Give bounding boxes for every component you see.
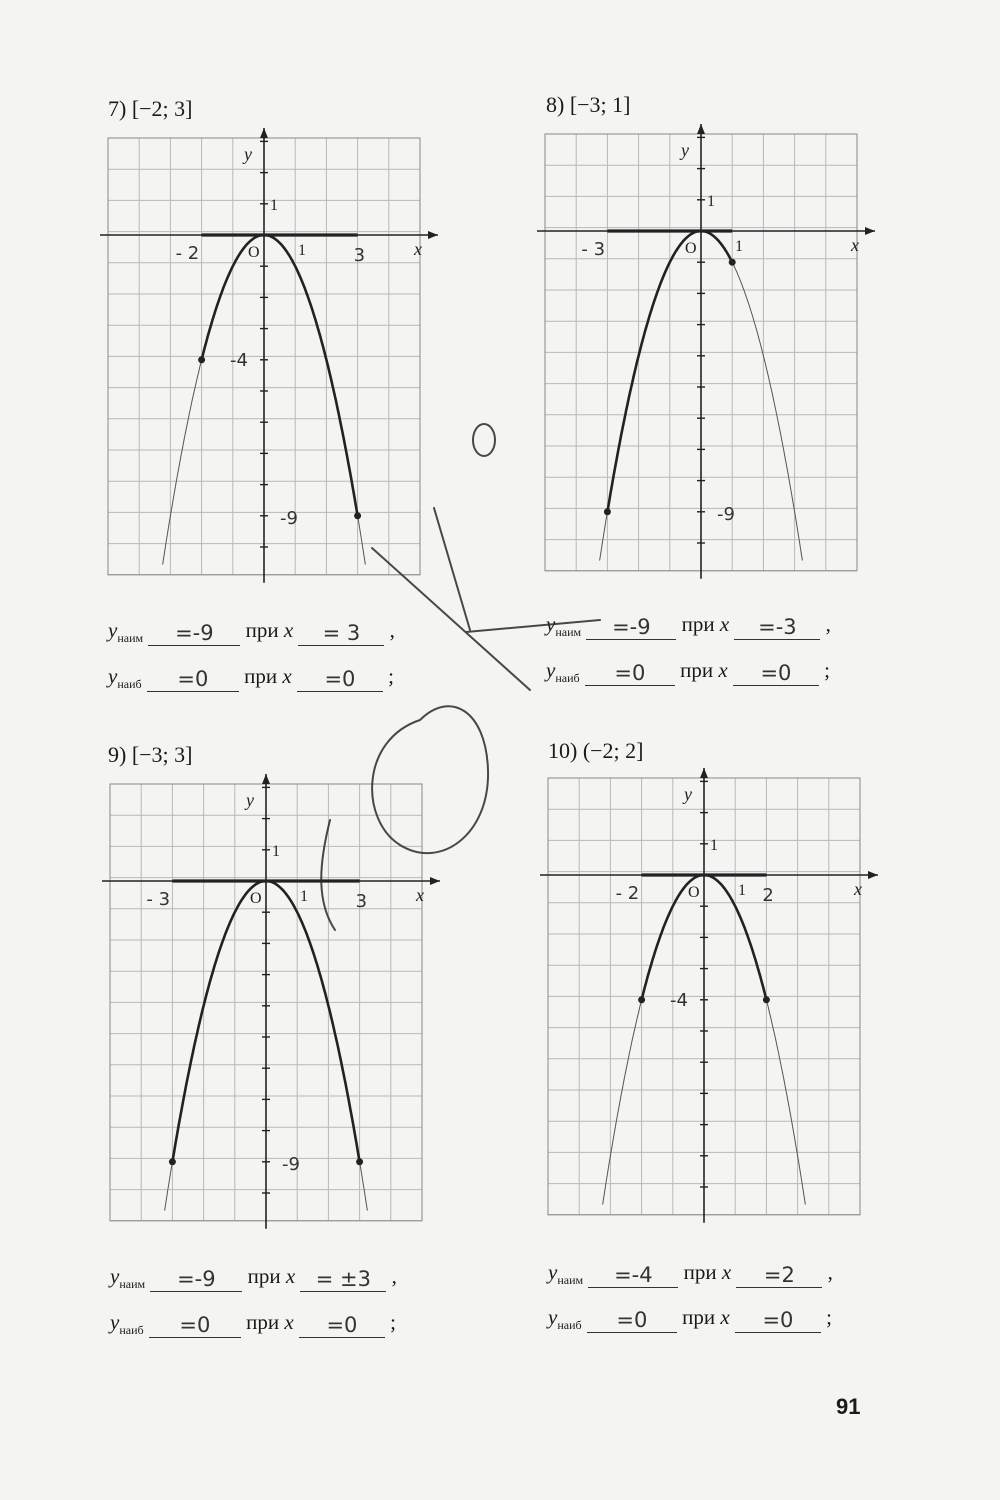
graph-grid [110,784,422,1221]
x-unit-label: 1 [737,881,746,899]
endpoint-dot [198,356,205,363]
y-unit-label: 1 [271,842,280,860]
problem-title: 7) [−2; 3] [108,96,193,121]
handwritten-left-bound: - 3 [581,238,606,260]
problem-title: 9) [−3; 3] [108,742,193,767]
handwritten-left-bound: - 2 [615,882,640,904]
max-value-field[interactable]: =0 [585,661,675,686]
max-x-field[interactable]: =0 [733,661,819,686]
max-value-field[interactable]: =0 [147,667,239,692]
endpoint-dot [169,1158,176,1165]
scribble-stroke [434,508,470,630]
x-unit-label: 1 [734,237,743,255]
handwritten-y-label: -4 [230,349,248,371]
min-answer-line: $y_{наим} =-9$ при x = 3 , [108,618,395,646]
interval-curve [202,235,358,516]
endpoint-dot [604,508,611,515]
graph-grid [545,134,857,571]
endpoint-dot [638,996,645,1003]
max-value-field[interactable]: =0 [587,1308,677,1333]
x-axis-label: x [415,884,424,905]
handwritten-left-bound: - 2 [175,242,200,264]
graph-svg [545,134,857,571]
min-value-field[interactable]: =-9 [148,621,240,646]
max-answer-line: $y_{наиб} =0$ при x =0 ; [546,658,831,686]
min-x-field[interactable]: =2 [736,1263,822,1288]
x-axis-label: x [853,878,862,899]
origin-label: O [685,239,697,257]
y-axis-label: y [246,789,254,810]
y-axis-label: y [244,143,252,164]
x-axis-label: x [413,238,422,259]
handwritten-right-bound: 3 [355,890,368,912]
problem-title: 8) [−3; 1] [546,92,631,117]
x-axis-label: x [850,234,859,255]
graph-svg [108,138,420,575]
min-x-field[interactable]: =-3 [734,615,820,640]
y-axis-arrow [260,128,268,138]
y-unit-label: 1 [269,196,278,214]
origin-label: O [688,883,700,901]
x-axis-arrow [428,231,438,239]
origin-label: O [250,889,262,907]
graph-grid [108,138,420,575]
x-unit-label: 1 [297,241,306,259]
endpoint-dot [354,512,361,519]
min-x-field[interactable]: = ±3 [300,1267,386,1292]
scribble-small-circle [473,424,495,456]
y-axis-arrow [697,124,705,134]
handwritten-ymin-label: -9 [716,503,735,525]
handwritten-right-bound: 2 [762,884,774,906]
min-answer-line: $y_{наим} =-9$ при x = ±3 , [110,1264,397,1292]
handwritten-y-label: -4 [670,989,688,1011]
endpoint-dot [729,259,736,266]
max-answer-line: $y_{наиб} =0$ при x =0 ; [110,1310,397,1338]
endpoint-dot [763,996,770,1003]
graph-grid [548,778,860,1215]
x-axis-arrow [868,871,878,879]
graph-svg [548,778,860,1215]
min-value-field[interactable]: =-9 [150,1267,242,1292]
endpoint-dot [356,1158,363,1165]
y-axis-label: y [684,783,692,804]
min-answer-line: $y_{наим} =-9$ при x =-3 , [546,612,831,640]
origin-label: O [248,243,260,261]
problem-title: 10) (−2; 2] [548,738,644,763]
handwritten-ymin-label: -9 [279,507,298,529]
x-axis-arrow [865,227,875,235]
max-answer-line: $y_{наиб} =0$ при x =0 ; [548,1305,833,1333]
y-unit-label: 1 [709,836,718,854]
min-value-field[interactable]: =-9 [586,615,676,640]
min-x-field[interactable]: = 3 [298,621,384,646]
max-x-field[interactable]: =0 [299,1313,385,1338]
graph-svg [110,784,422,1221]
max-x-field[interactable]: =0 [735,1308,821,1333]
handwritten-left-bound: - 3 [146,888,171,910]
x-unit-label: 1 [299,887,308,905]
y-axis-arrow [700,768,708,778]
x-axis-arrow [430,877,440,885]
handwritten-ymin-label: -9 [281,1153,300,1175]
y-unit-label: 1 [706,192,715,210]
min-value-field[interactable]: =-4 [588,1263,678,1288]
y-axis-label: y [681,139,689,160]
y-axis-arrow [262,774,270,784]
min-answer-line: $y_{наим} =-4$ при x =2 , [548,1260,833,1288]
handwritten-right-bound: 3 [353,244,366,266]
page-number: 91 [836,1394,861,1419]
max-x-field[interactable]: =0 [297,667,383,692]
max-answer-line: $y_{наиб} =0$ при x =0 ; [108,664,395,692]
max-value-field[interactable]: =0 [149,1313,241,1338]
